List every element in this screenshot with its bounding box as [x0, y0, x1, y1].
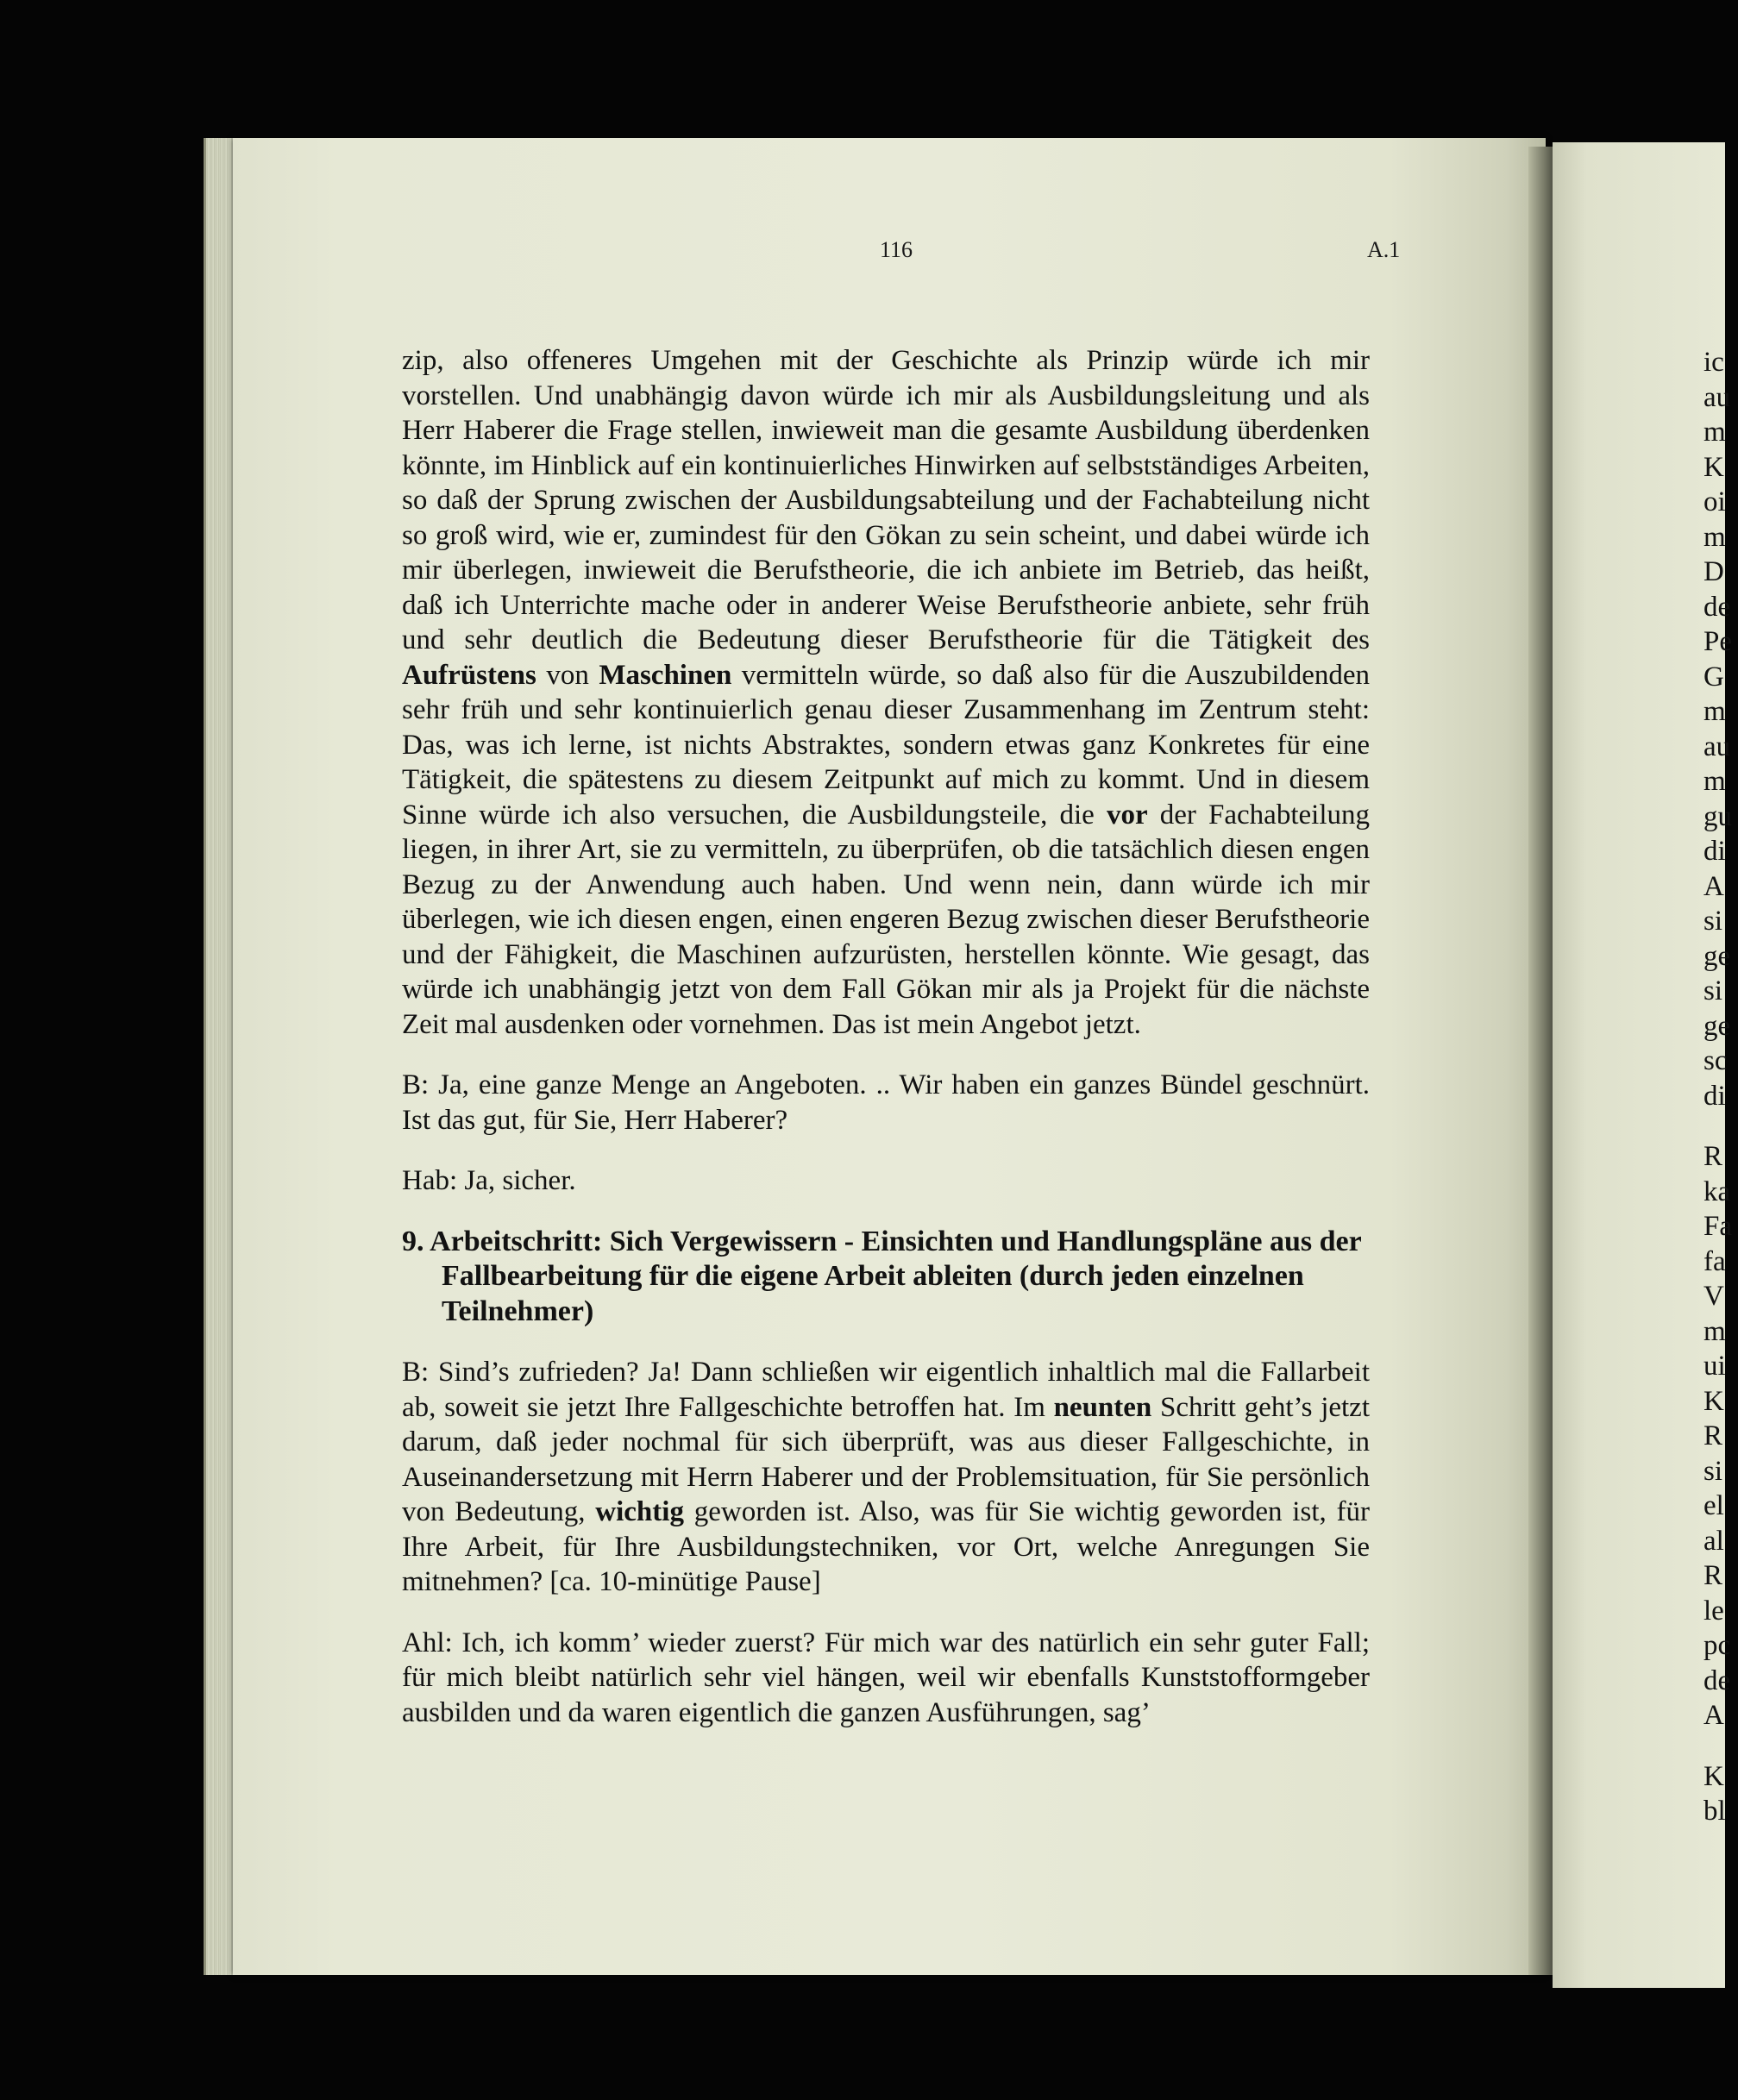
facing-page-line: au [1703, 730, 1731, 762]
text-run: vermitteln würde, so daß also für die Auszubildenden sehr früh und sehr kontinuierlich genau dieser Zusammenhang im Zentrum steht: Das, was ich lerne, ist nichts Abstraktes, sondern etwas ganz Konkretes für eine Tätigkeit, die spätestens zu diesem Zeitpunkt auf mich zu kommt. Und in diesem Sinne würde ich also versuchen, die Ausbildungsteile, die [402, 659, 1371, 831]
emphasis: neunten [1053, 1391, 1152, 1423]
facing-page-line: gu [1703, 800, 1732, 832]
facing-page-line: ic [1703, 347, 1724, 378]
facing-page-line: di [1703, 836, 1726, 867]
text-run: zip, also offeneres Umgehen mit der Geschichte als Prinzip würde ich mir vorstellen. Und unabhängig davon würde ich mir als Ausbildungsleitung und als Herr Haberer die Frage stellen, inwieweit man die gesamte Ausbildung überdenken könnte, im Hinblick auf ein kontinuierliches Hinwirken auf selbstständiges Arbeiten, so daß der Sprung zwischen der Ausbildungsabteilung und der Fachabteilung nicht so groß wird, wie er, zumindest für den Gökan zu sein scheint, und dabei würde ich mir überlegen, inwieweit die Berufstheorie, die ich anbiete im Betrieb, das heißt, daß ich Unterrichte mache oder in anderer Weise Berufstheorie anbiete, sehr früh und sehr deutlich die Bedeutung dieser Berufstheorie für die Tätigkeit des [402, 345, 1370, 655]
paragraph-1 [402, 343, 1370, 1042]
text-run: von [536, 659, 599, 691]
facing-page-line: K [1703, 1760, 1724, 1792]
body-text [402, 343, 1370, 1756]
paragraph-3: Hab: Ja, sicher. [402, 1165, 576, 1196]
facing-page-line: m [1703, 417, 1726, 448]
facing-page-line: si [1703, 906, 1723, 937]
text-run: B: Sind’s zufrieden? Ja! Dann schließen wir eigentlich inhaltlich mal die Fallarbeit ab, soweit sie jetzt Ihre Fallgeschichte betroffen hat. Im [402, 1357, 1370, 1423]
facing-page-line: di [1703, 1080, 1726, 1112]
facing-page-text [1703, 345, 1738, 1829]
facing-page-line: A [1703, 1700, 1724, 1731]
facing-page-line: Pe [1703, 626, 1732, 657]
facing-page-line: ge [1703, 1010, 1731, 1042]
facing-page-line [1703, 1733, 1738, 1759]
emphasis: Aufrüstens [402, 659, 536, 691]
paragraph-4 [402, 1355, 1370, 1600]
section-label: A.1 [1367, 237, 1401, 262]
facing-page-line: R [1703, 1560, 1723, 1591]
facing-page-line: el [1703, 1490, 1724, 1521]
facing-page-line: A [1703, 870, 1724, 902]
facing-page-line: m [1703, 766, 1726, 797]
facing-page-line: si [1703, 975, 1723, 1006]
facing-page-line: R [1703, 1420, 1723, 1451]
facing-page-line: pc [1703, 1630, 1731, 1661]
facing-page-line: de [1703, 1664, 1731, 1696]
facing-page-line: K [1703, 451, 1724, 483]
text-run: geworden ist. Also, was für Sie wichtig geworden ist, für Ihre Arbeit, für Ihre Ausbildungstechniken, vor Ort, welche Anregungen Sie mitnehmen? [ca. 10-minütige Pause] [402, 1496, 1370, 1597]
facing-page-line: V [1703, 1281, 1724, 1312]
facing-page-line: m [1703, 521, 1726, 553]
paragraph-5: Ahl: Ich, ich komm’ wieder zuerst? Für mich war des natürlich ein sehr guter Fall; für mich bleibt natürlich sehr viel hängen, weil wir ebenfalls Kunststofformgeber ausbilden und da waren eigentlich die ganzen Ausführungen, sag’ [402, 1627, 1370, 1728]
facing-page-line: au [1703, 381, 1731, 413]
text-run: der Fachabteilung liegen, in ihrer Art, sie zu vermitteln, zu überprüfen, ob die tatsächlich diesen engen Bezug zu der Anwendung auch haben. Und wenn nein, dann würde ich mir überlegen, wie ich diesen engen, einen engeren Bezug zwischen dieser Berufstheorie und der Fähigkeit, die Maschinen aufzurüsten, herstellen könnte. Wie gesagt, das würde ich unabhängig jetzt von dem Fall Gökan mir als ja Projekt für die nächste Zeit mal ausdenken oder vornehmen. Das ist mein Angebot jetzt. [402, 799, 1370, 1040]
facing-page-line: Fa [1703, 1211, 1732, 1242]
facing-page-line: si [1703, 1455, 1723, 1487]
emphasis: wichtig [595, 1496, 684, 1527]
facing-page [1553, 142, 1725, 1988]
facing-page-line: sc [1703, 1045, 1728, 1076]
facing-page-line: m [1703, 1315, 1726, 1347]
facing-page-line: K [1703, 1385, 1724, 1417]
paragraph-2: B: Ja, eine ganze Menge an Angeboten. .. Wir haben ein ganzes Bündel geschnürt. Ist das gut, für Sie, Herr Haberer? [402, 1069, 1370, 1136]
emphasis: vor [1106, 799, 1148, 831]
facing-page-line: ui [1703, 1351, 1726, 1382]
facing-page-line: de [1703, 591, 1731, 623]
facing-page-line: fa [1703, 1245, 1726, 1277]
facing-page-line [1703, 1113, 1738, 1139]
facing-page-line: oi [1703, 486, 1726, 517]
facing-page-line: al [1703, 1525, 1724, 1557]
facing-page-line: ka [1703, 1175, 1731, 1207]
facing-page-line: R [1703, 1141, 1723, 1172]
page-number: 116 [880, 237, 913, 262]
section-heading: 9. Arbeitschritt: Sich Vergewissern - Einsichten und Handlungspläne aus der Fallbearbeitung für die eigene Arbeit ableiten (durch jeden einzelnen Teilnehmer) [402, 1225, 1362, 1327]
text-run: Schritt geht’s jetzt darum, daß jeder nochmal für sich überprüft, was aus dieser Fallgeschichte, in Auseinandersetzung mit Herrn Haberer und der Problemsituation, für Sie persönlich von Bedeutung, [402, 1391, 1370, 1527]
facing-page-line: G [1703, 661, 1724, 693]
emphasis: Maschinen [599, 659, 732, 691]
facing-page-line: bl [1703, 1796, 1726, 1827]
facing-page-line: m [1703, 696, 1726, 727]
book-gutter [1528, 147, 1554, 1975]
facing-page-line: le [1703, 1595, 1724, 1627]
facing-page-line: ge [1703, 940, 1731, 972]
facing-page-line: D [1703, 556, 1724, 587]
